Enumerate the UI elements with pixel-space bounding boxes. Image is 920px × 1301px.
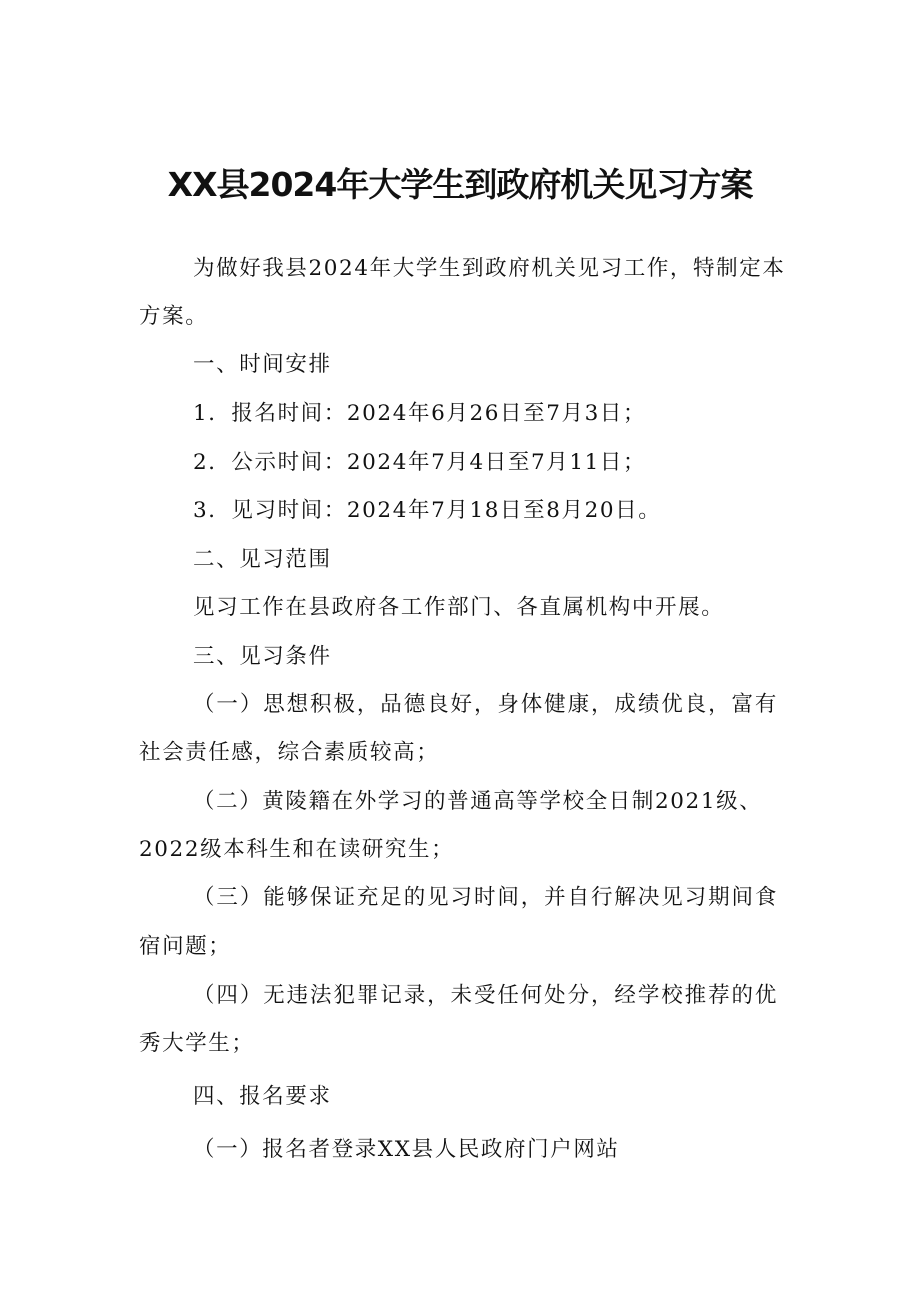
section-heading-schedule: 一、时间安排 xyxy=(193,352,332,377)
condition-4-line-1: （四）无违法犯罪记录，未受任何处分，经学校推荐的优 xyxy=(193,983,778,1008)
scope-body: 见习工作在县政府各工作部门、各直属机构中开展。 xyxy=(193,595,725,620)
section-heading-registration: 四、报名要求 xyxy=(193,1084,332,1109)
condition-3-line-2: 宿问题； xyxy=(139,934,232,959)
intro-line-1: 为做好我县2024年大学生到政府机关见习工作，特制定本 xyxy=(193,256,786,281)
schedule-item-publicity: 2．公示时间：2024年7月4日至7月11日； xyxy=(193,450,647,475)
intro-line-2: 方案。 xyxy=(139,304,209,329)
schedule-item-registration: 1．报名时间：2024年6月26日至7月3日； xyxy=(193,401,647,426)
document-title: XX县2024年大学生到政府机关见习方案 xyxy=(167,165,753,204)
registration-requirement-1: （一）报名者登录XX县人民政府门户网站 xyxy=(193,1137,620,1162)
condition-1-line-2: 社会责任感，综合素质较高； xyxy=(139,740,440,765)
section-heading-scope: 二、见习范围 xyxy=(193,547,332,572)
condition-2-line-1: （二）黄陵籍在外学习的普通高等学校全日制2021级、 xyxy=(193,789,763,814)
condition-4-line-2: 秀大学生； xyxy=(139,1031,255,1056)
condition-1-line-1: （一）思想积极，品德良好，身体健康，成绩优良，富有 xyxy=(193,692,778,717)
condition-3-line-1: （三）能够保证充足的见习时间，并自行解决见习期间食 xyxy=(193,885,778,910)
condition-2-line-2: 2022级本科生和在读研究生； xyxy=(139,837,455,862)
section-heading-conditions: 三、见习条件 xyxy=(193,644,332,669)
schedule-item-internship: 3．见习时间：2024年7月18日至8月20日。 xyxy=(193,498,662,523)
